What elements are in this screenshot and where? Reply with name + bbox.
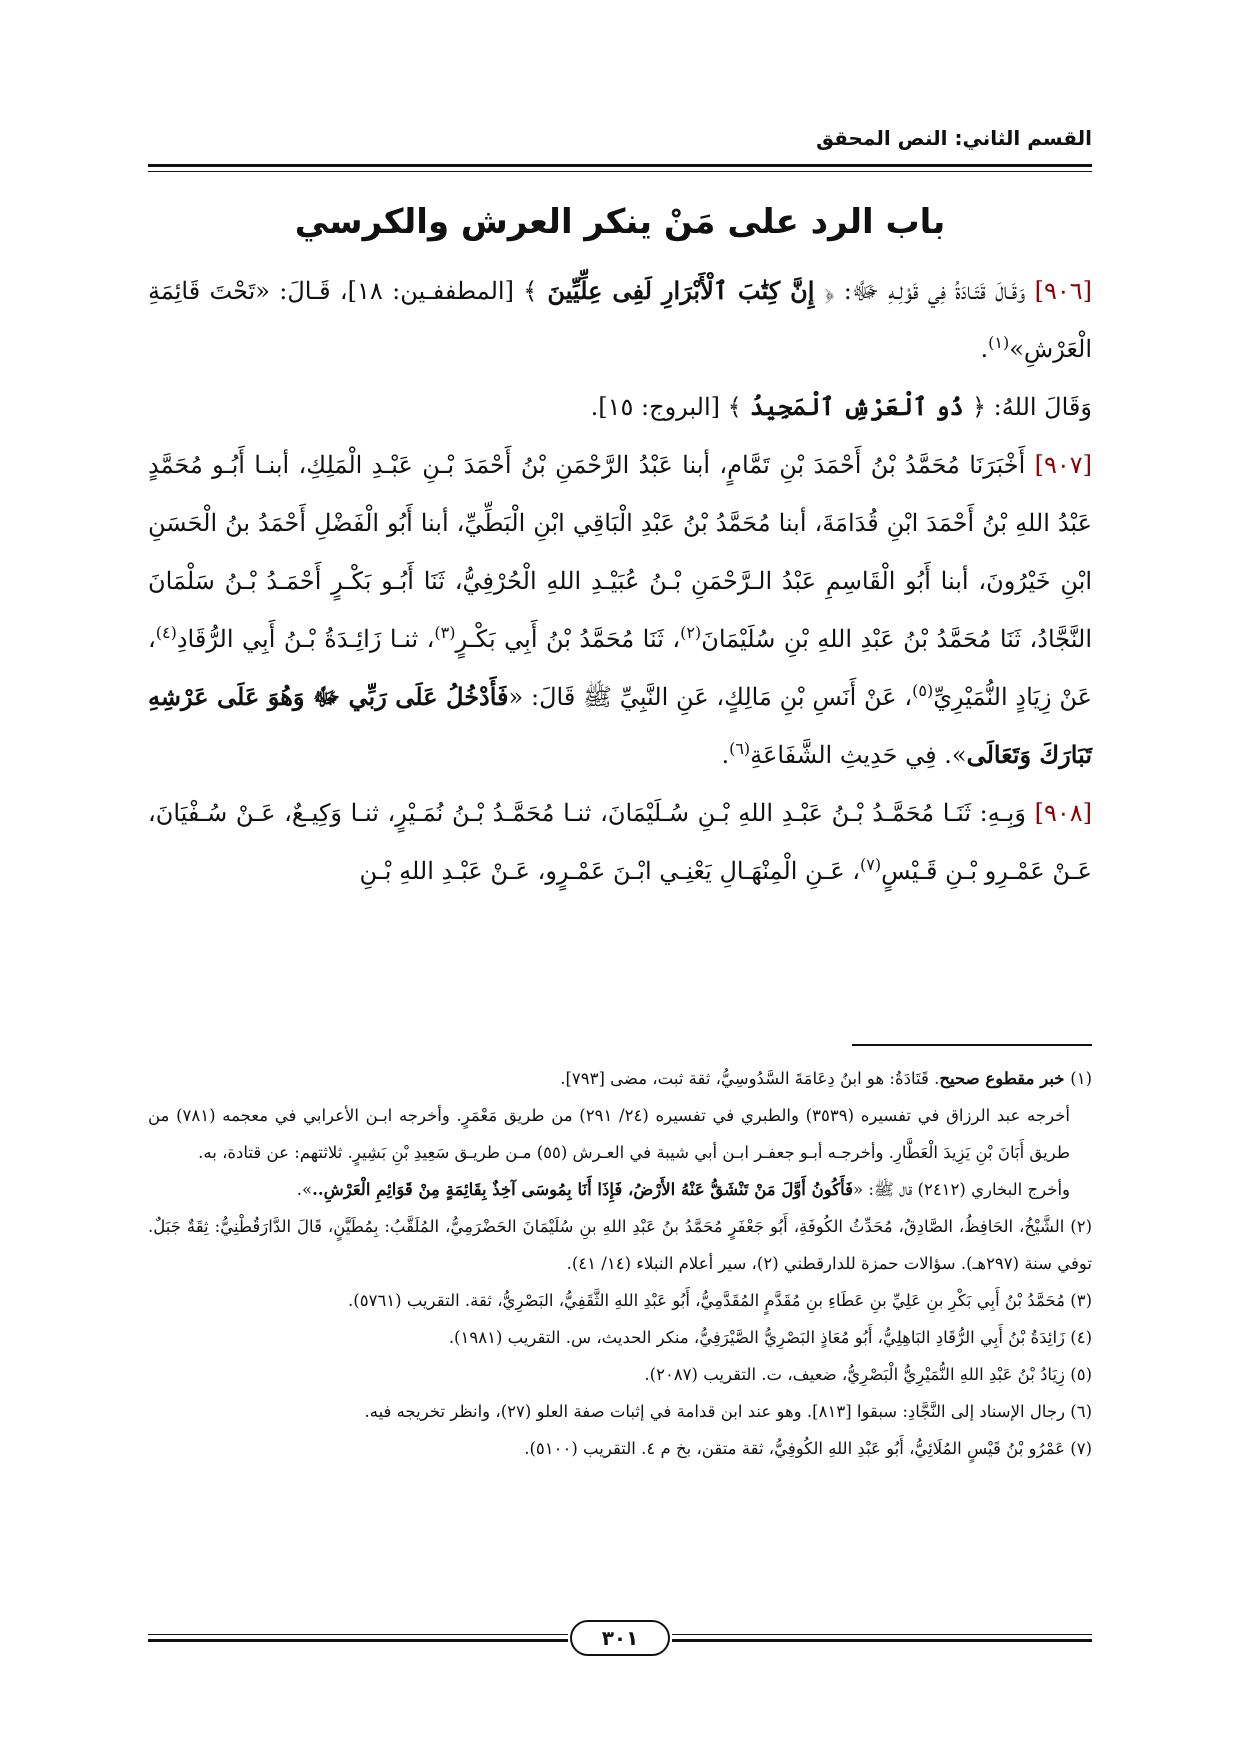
main-text	[148, 262, 1092, 900]
footnote-number: (١)	[1070, 1069, 1092, 1088]
text-run: وأخرج البخاري (٢٤١٢) قال ﷺ: «	[853, 1180, 1070, 1199]
footnote-2: (٢) الشَّيْخُ، الحَافِظُ، الصَّادِقُ، مُحَدِّثُ الكُوفَةِ، أَبُو جَعْفَرٍ مُحَمَّدُ بنُ عَبْدِ اللهِ بنِ سُلَيْمَانَ الحَضْرَمِيُّ، المُلَقَّبُ: بِمُطَيَّنٍ، قَالَ الدَّارَقُطْنِيُّ: ثِقَةٌ جَبَلٌ. توفي سنة (٢٩٧هـ). سؤالات حمزة للدارقطني (٢)، سير أعلام النبلاء (١٤/ ٤١).	[148, 1217, 1092, 1273]
footnote-separator	[852, 1044, 1092, 1046]
text-run: ، عَـنِ الْمِنْهَـالِ يَعْنِـي ابْـنَ عَمْـرٍو، عَـنْ عَبْـدِ اللهِ بْـنِ	[359, 857, 861, 885]
text-run: ، ثنـا زَائِـدَةُ بْـنُ أَبِي الرُّقَادِ	[176, 625, 435, 653]
quran-verse: ذُو ٱلْعَرْشِ ٱلْمَجِيدُ	[741, 392, 972, 421]
footnote-ref[interactable]: (٦)	[729, 739, 751, 758]
footnote-ref[interactable]: (٥)	[912, 681, 934, 700]
header-rule	[148, 164, 1092, 172]
text-run: وَبِـهِ: ثَنَـا مُحَمَّـدُ بْـنُ عَبْـدِ اللهِ بْـنِ سُـلَيْمَانَ، ثنـا مُحَمَّـدُ بْـنُ نُمَـيْرٍ، ثنـا وَكِيـعٌ، عَـنْ سُـفْيَانَ، عَـنْ عَمْـرِو بْـنِ قَـيْسٍ	[148, 799, 1092, 885]
quran-verse: إِنَّ كِتَٰبَ ٱلْأَبْرَارِ لَفِى عِلِّيِّينَ	[537, 276, 825, 305]
text-run: .	[721, 741, 730, 769]
paragraph-907	[148, 436, 1092, 784]
footnote-4: (٤) زَائِدَةُ بْنُ أَبِي الرُّقَادِ البَاهِلِيُّ، أَبُو مُعَاذٍ البَصْرِيُّ الصَّيْرَفِيُّ، منكر الحديث، س. التقريب (١٩٨١).	[448, 1328, 1092, 1347]
footnote-7: (٧) عَمْرُو بْنُ قَيْسٍ المُلَائِيُّ، أَبُو عَبْدِ اللهِ الكُوفِيُّ، ثقة متقن، بخ م ٤. التقريب (٥١٠٠).	[524, 1439, 1092, 1458]
hadith-text: فَأَدْخُلُ عَلَى رَبِّي ﷻ وَهُوَ عَلَى عَرْشِهِ تَبَارَكَ وَتَعَالَى	[148, 682, 1092, 769]
text-run: ، عَنْ أَنَسِ بْنِ مَالِكٍ، عَنِ النَّبِيِّ ﷺ قَالَ: «	[508, 683, 913, 711]
paragraph-quran	[148, 378, 1092, 436]
text-run: ، ثَنَا مُحَمَّدُ بْنُ أَبِي بَكْـرٍ	[455, 625, 681, 653]
text-run: ، عَنْ زِيَادٍ النُّمَيْرِيِّ	[148, 625, 1093, 711]
footnote-5: (٥) زِيَادُ بْنُ عَبْدِ اللهِ النُّمَيْرِيُّ الْبَصْرِيُّ، ضعيف، ت. التقريب (٢٠٨٧).	[644, 1365, 1092, 1384]
text-run: وَقَالَ اللهُ: ﴿	[971, 393, 1092, 421]
footer-rule-left	[148, 1634, 568, 1642]
text-run: ».	[296, 1180, 313, 1199]
text-run: ». فِي حَدِيثِ الشَّفَاعَةِ	[750, 741, 967, 769]
text-run: .	[980, 335, 989, 363]
running-head: القسم الثاني: النص المحقق	[816, 126, 1092, 150]
text-run: ﴾ [المطففـين: ١٨]، قَـالَ: «تَحْتَ قَائِمَةِ الْعَرْشِ»	[148, 277, 1092, 363]
grading-label: خبر مقطوع صحيح	[939, 1069, 1071, 1088]
footnotes	[148, 1060, 1092, 1467]
text-run: أَخْبَرَنَا مُحَمَّدُ بْنُ أَحْمَدَ بْنِ تَمَّامٍ، أبنا عَبْدُ الرَّحْمَنِ بْنُ أَحْمَدَ بْـنِ عَبْـدِ الْمَلِكِ، أبنـا أَبُـو مُحَمَّدٍ عَبْدُ اللهِ بْنُ أَحْمَدَ ابْنِ قُدَامَةَ، أبنا مُحَمَّدُ بْنُ عَبْدِ الْبَاقِي ابْنِ الْبَطِّيِّ، أبنا أَبُو الْفَضْلِ أَحْمَدُ بنُ الْحَسَنِ ابْنِ خَيْرُونَ، أبنا أَبُو الْقَاسِمِ عَبْدُ الـرَّحْمَنِ بْـنُ عُبَيْـدِ اللهِ الْحُرْفِيُّ، ثَنَا أَبُـو بَكْـرٍ أَحْمَـدُ بْـنُ سَلْمَانَ النَّجَّادُ، ثَنَا مُحَمَّدُ بْنُ عَبْدِ اللهِ بْنِ سُلَيْمَانَ	[148, 451, 1093, 653]
paragraph-906	[148, 262, 1092, 378]
page-number: ٣٠١	[570, 1620, 670, 1656]
footnote-1-takhrij: أخرجه عبد الرزاق في تفسيره (٣٥٣٩) والطبري في تفسيره (٢٤/ ٢٩١) من طريق مَعْمَرٍ. وأخرجه ابـن الأعرابي في معجمه (٧٨١) من طريق أَبَانَ بْنِ يَزِيدَ الْعَطَّارِ. وأخرجـه أبـو جعفـر ابـن أبي شيبة في العـرش (٥٥) مـن طريـق سَعِيدِ بْنِ بَشِيرٍ. ثلاثتهم: عن قتادة، به.	[148, 1106, 1070, 1162]
footnote-1-bukhari	[148, 1171, 1092, 1208]
paragraph-number: [٩٠٦]	[1034, 277, 1092, 305]
chapter-title: باب الرد على مَنْ ينكر العرش والكرسي	[294, 202, 946, 242]
footnote-1	[148, 1060, 1092, 1097]
footnote-6: (٦) رجال الإسناد إلى النَّجَّادِ: سبقوا [٨١٣]. وهو عند ابن قدامة في إثبات صفة العلو (٢٧)، وانظر تخريجه فيه.	[364, 1402, 1092, 1421]
paragraph-number: [٩٠٧]	[1034, 451, 1092, 479]
paragraph-number: [٩٠٨]	[1034, 799, 1092, 827]
footnote-ref[interactable]: (٤)	[155, 623, 177, 642]
text-run: . قَتَادَةُ: هو ابنُ دِعَامَةَ السَّدُوسِيُّ، ثقة ثبت، مضى [٧٩٣].	[560, 1069, 940, 1088]
footnote-3: (٣) مُحَمَّدُ بْنُ أَبِي بَكْرِ بنِ عَلِيِّ بنِ عَطَاءِ بنِ مُقَدَّمٍ المُقَدَّمِيُّ، أَبُو عَبْدِ اللهِ الثَّقَفِيُّ، البَصْرِيُّ، ثقة. التقريب (٥٧٦١).	[348, 1291, 1092, 1310]
footnote-ref[interactable]: (٣)	[434, 623, 456, 642]
paragraph-908	[148, 784, 1092, 900]
text-run: وَقَـالَ قَتَـادَةُ فِي قَوْلِـهِ ﷻ: ﴿	[824, 277, 1035, 305]
footnote-ref[interactable]: (١)	[988, 333, 1010, 352]
text-run: ﴾ [البروج: ١٥].	[590, 393, 742, 421]
hadith-text: فَأَكُونُ أَوَّلَ مَنْ تَنْشَقُّ عَنْهُ الأَرْضُ، فَإِذَا أَنَا بِمُوسَى آخِذٌ بِقَائِمَةٍ مِنْ قَوَائِمِ الْعَرْشِ..	[312, 1180, 854, 1199]
footnote-ref[interactable]: (٢)	[680, 623, 702, 642]
footnote-ref[interactable]: (٧)	[860, 855, 882, 874]
footer-rule-right	[672, 1634, 1092, 1642]
